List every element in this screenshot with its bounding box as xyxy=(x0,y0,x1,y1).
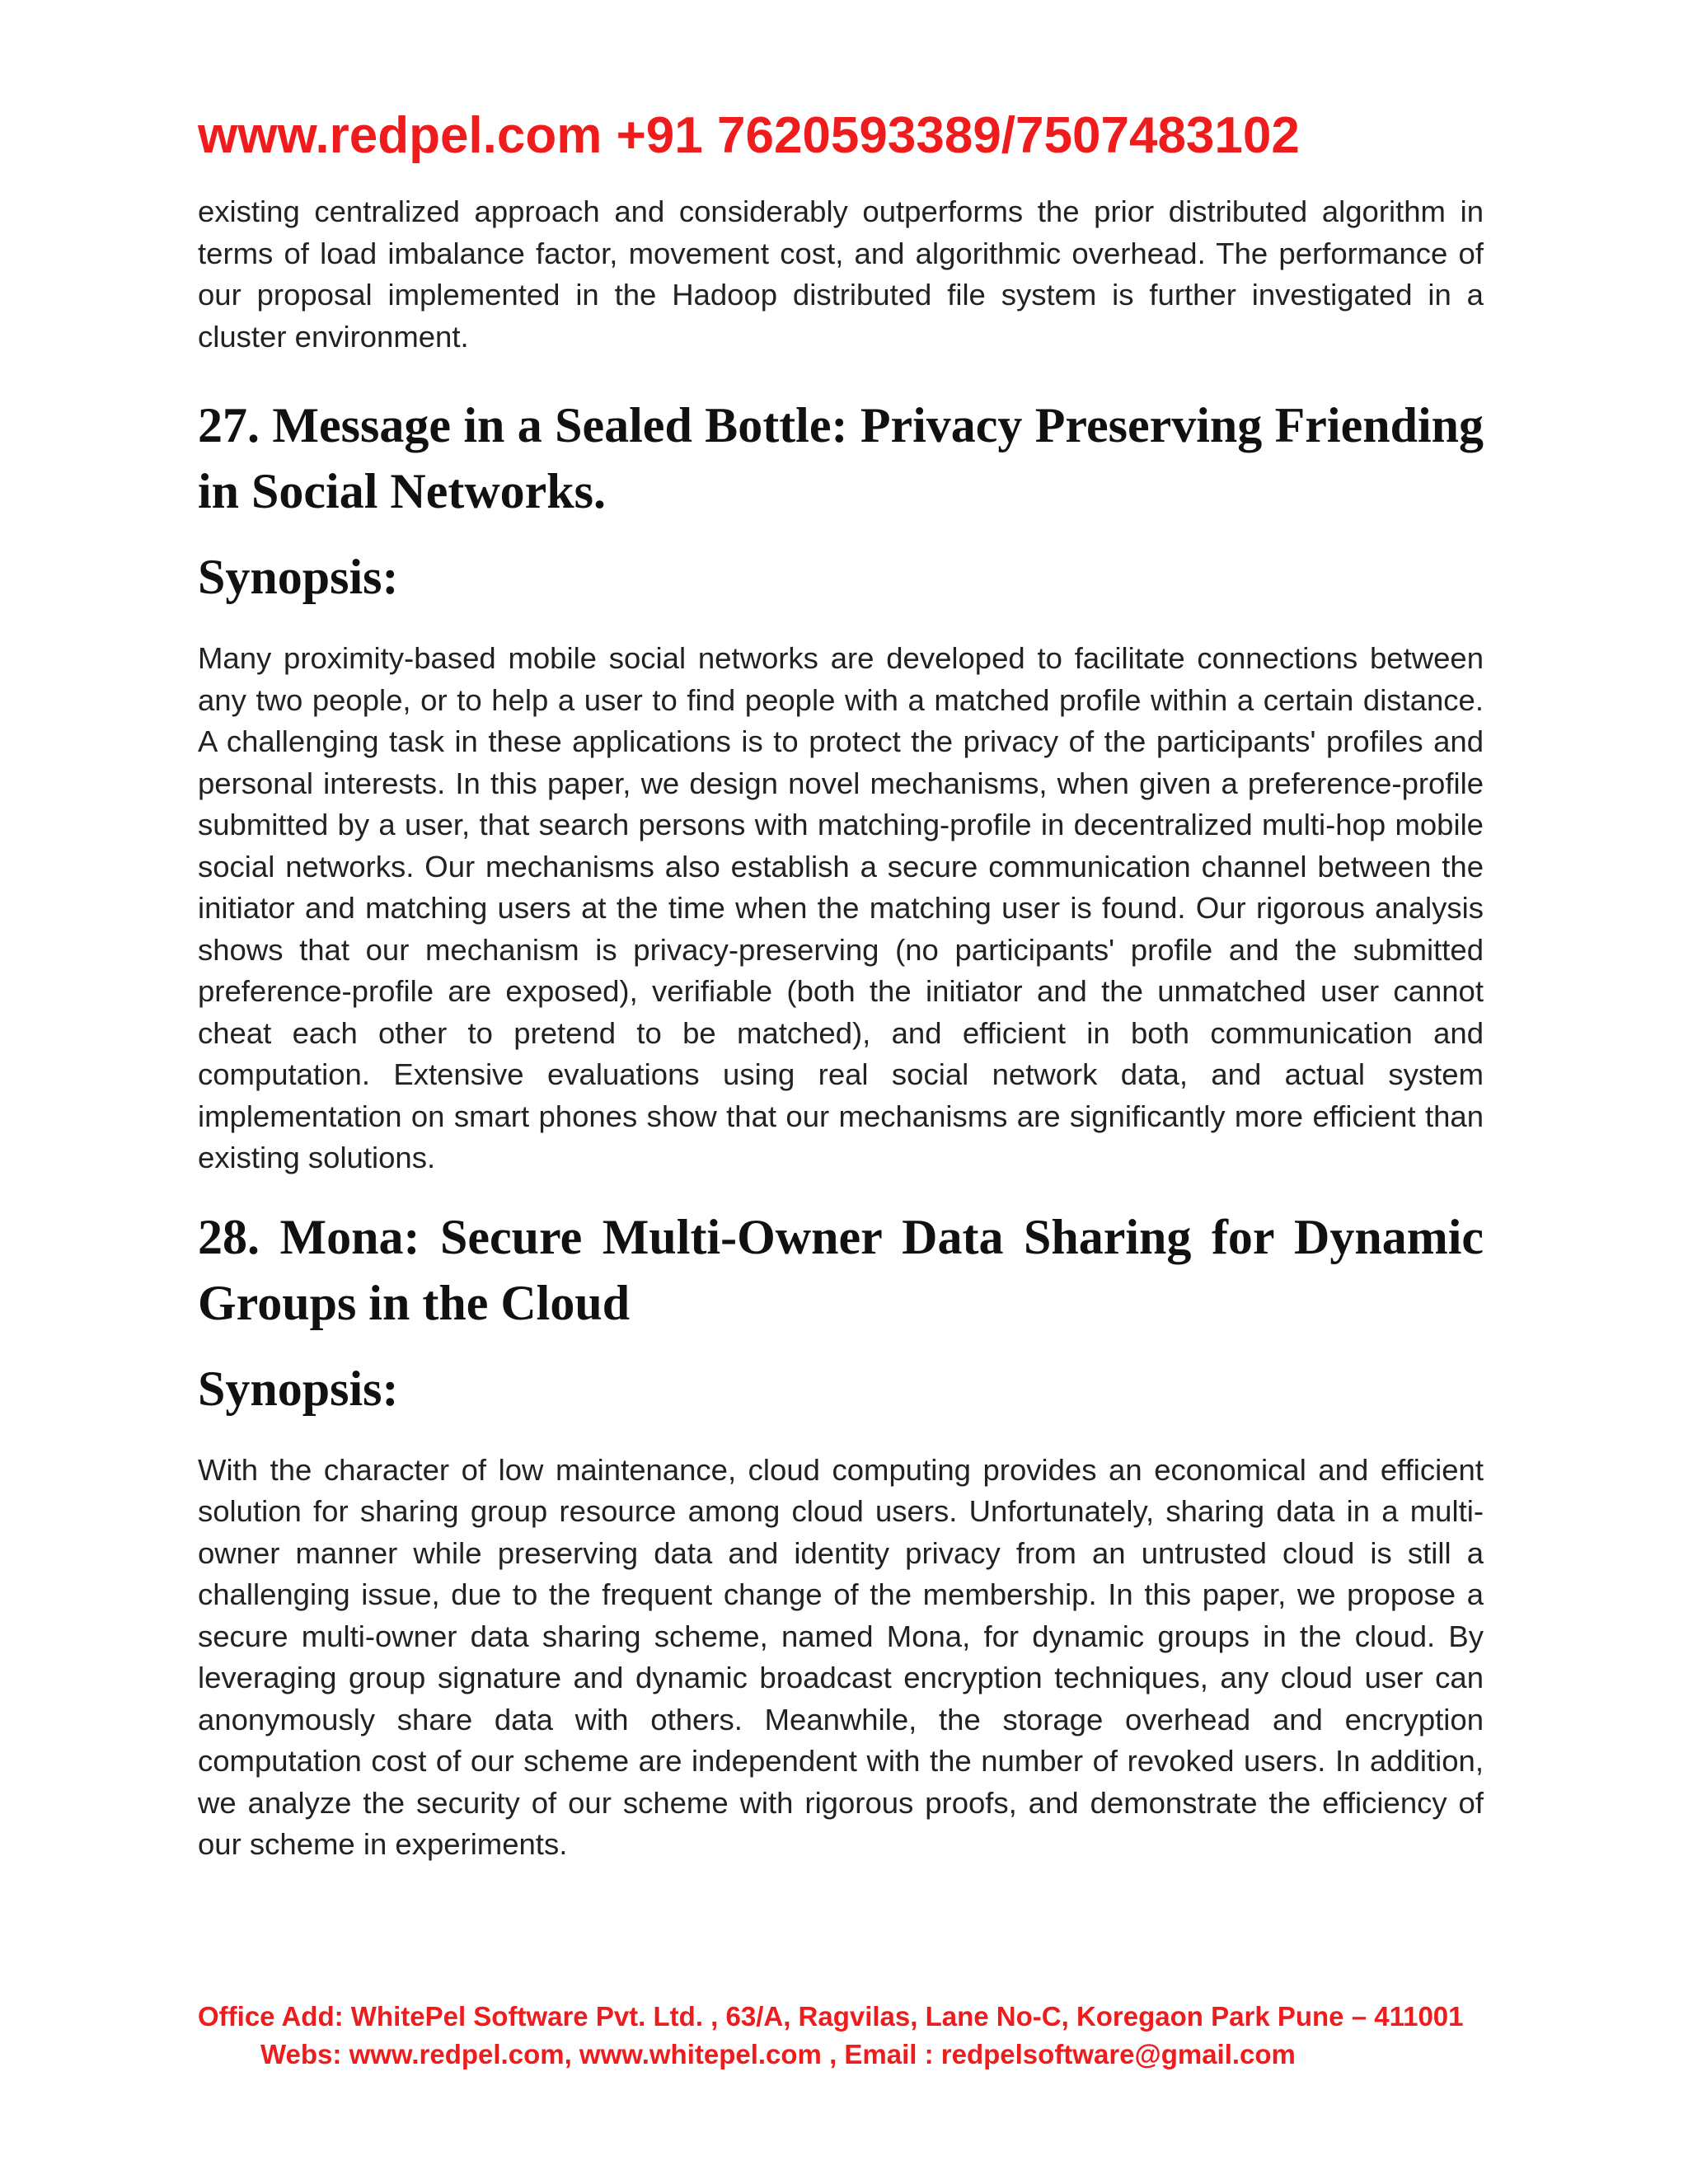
section-27-title: 27. Message in a Sealed Bottle: Privacy Preserving Friending in Social Networks. xyxy=(198,398,1484,518)
intro-paragraph: existing centralized approach and considerably outperforms the prior distributed algorithm in terms of load imbalance factor, movement cost, and algorithmic overhead. The performance of our proposal implemented in the Hadoop distributed file system is further investigated in a cluster environment. xyxy=(198,194,1484,354)
section-28-body: With the character of low maintenance, cloud computing provides an economical and efficient solution for sharing group resource among cloud users. Unfortunately, sharing data in a multi-owner manner while preserving data and identity privacy from an untrusted cloud is still a challenging issue, due to the frequent change of the membership. In this paper, we propose a secure multi-owner data sharing scheme, named Mona, for dynamic groups in the cloud. By leveraging group signature and dynamic broadcast encryption techniques, any cloud user can anonymously share data with others. Meanwhile, the storage overhead and encryption computation cost of our scheme are independent with the number of revoked users. In addition, we analyze the security of our scheme with rigorous proofs, and demonstrate the efficiency of our scheme in experiments. xyxy=(198,1452,1484,1861)
section-27-body: Many proximity-based mobile social networks are developed to facilitate connections between any two people, or to help a user to find people with a matched profile within a certain distance. A challenging task in these applications is to protect the privacy of the participants' profiles and personal interests. In this paper, we design novel mechanisms, when given a preference-profile submitted by a user, that search persons with matching-profile in decentralized multi-hop mobile social networks. Our mechanisms also establish a secure communication channel between the initiator and matching users at the time when the matching user is found. Our rigorous analysis shows that our mechanism is privacy-preserving (no participants' profile and the submitted preference-profile are exposed), verifiable (both the initiator and the unmatched user cannot cheat each other to pretend to be matched), and efficient in both communication and computation. Extensive evaluations using real social network data, and actual system implementation on smart phones show that our mechanisms are significantly more efficient than existing solutions. xyxy=(198,641,1484,1174)
footer-webs: Webs: www.redpel.com, www.whitepel.com , Email : redpelsoftware@gmail.com xyxy=(260,2039,1296,2069)
section-28-synopsis-label: Synopsis: xyxy=(198,1361,399,1416)
footer-address: Office Add: WhitePel Software Pvt. Ltd. , 63/A, Ragvilas, Lane No-C, Koregaon Park Pune – 411001 xyxy=(198,2001,1464,2032)
header-contact: www.redpel.com +91 7620593389/7507483102 xyxy=(198,107,1300,164)
section-28-title: 28. Mona: Secure Multi-Owner Data Sharing for Dynamic Groups in the Cloud xyxy=(198,1209,1484,1330)
section-27-synopsis-label: Synopsis: xyxy=(198,550,399,604)
page-content xyxy=(198,191,1484,1866)
